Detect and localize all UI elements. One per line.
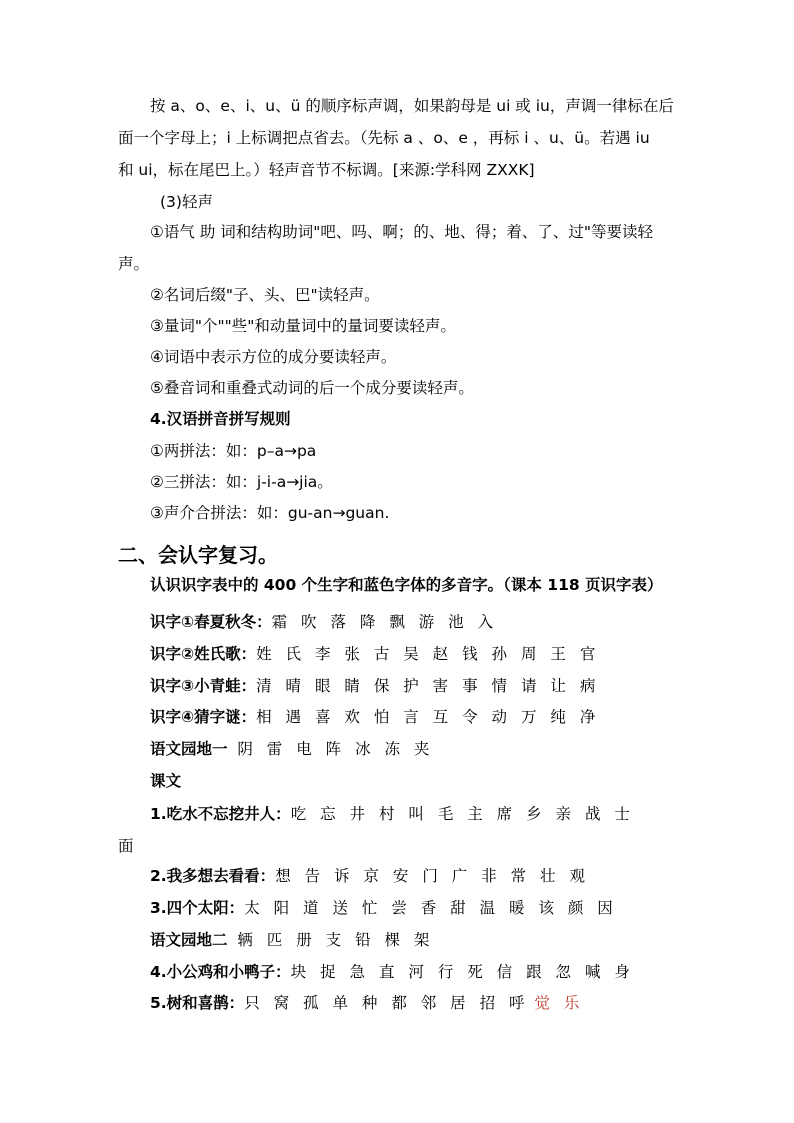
lesson-item (150, 993, 579, 1013)
spelling-rule-1: ①两拼法：如：p–a→pa (150, 442, 317, 460)
literacy-label: 识字③小青蛙： (150, 677, 257, 695)
lesson-item (150, 866, 585, 886)
lesson-item (150, 804, 630, 824)
literacy-chars: 清 晴 眼 睛 保 护 害 事 情 请 让 病 (256, 677, 596, 695)
literacy-label: 识字②姓氏歌： (150, 645, 257, 663)
lesson-item-wrap: 面 (118, 837, 134, 855)
literacy-item (150, 644, 595, 664)
tone-rule-line-1: 按 a、o、e、i、u、ü 的顺序标声调，如果韵母是 ui 或 iu，声调一律标在后 (150, 97, 674, 115)
lesson-item (150, 930, 429, 950)
literacy-label: 识字①春夏秋冬： (150, 613, 272, 631)
lesson-label: 语文园地二 (150, 931, 228, 949)
tone-rule-line-3: 和 ui，标在尾巴上。）轻声音节不标调。[来源:学科网 ZXXK] (118, 161, 535, 179)
lesson-chars-red: 觉 乐 (534, 994, 580, 1012)
section-intro: 认识识字表中的 400 个生字和蓝色字体的多音字。（课本 118 页识字表） (150, 576, 663, 594)
tone-rule-line-2: 面一个字母上；i 上标调把点省去。（先标 a 、o、e ，再标 i 、u、ü。若遇 iu (118, 129, 650, 147)
light-tone-rule-1: ①语气 助 词和结构助词"吧、吗、啊；的、地、得；着、了、过"等要读轻 (150, 223, 654, 241)
light-tone-rule-1-wrap: 声。 (118, 255, 150, 273)
literacy-chars: 阴 雷 电 阵 冰 冻 夹 (237, 740, 430, 758)
light-tone-rule-3: ③量词"个""些"和动量词中的量词要读轻声。 (150, 317, 456, 335)
lesson-chars: 只 窝 孤 单 种 都 邻 居 招 呼 (244, 994, 525, 1012)
lesson-label: 5.树和喜鹊： (150, 994, 245, 1012)
lesson-chars: 太 阳 道 送 忙 尝 香 甜 温 暖 该 颜 因 (244, 899, 613, 917)
literacy-chars: 姓 氏 李 张 古 吴 赵 钱 孙 周 王 官 (256, 645, 596, 663)
literacy-chars: 相 遇 喜 欢 怕 言 互 令 动 万 纯 净 (256, 708, 596, 726)
lesson-chars: 想 告 诉 京 安 门 广 非 常 壮 观 (275, 867, 585, 885)
lesson-label: 3.四个太阳： (150, 899, 245, 917)
lesson-item (150, 962, 630, 982)
light-tone-rule-5: ⑤叠音词和重叠式动词的后一个成分要读轻声。 (150, 379, 474, 397)
light-tone-rule-4: ④词语中表示方位的成分要读轻声。 (150, 348, 397, 366)
spelling-rule-3: ③声介合拼法：如：gu-an→guan. (150, 504, 390, 522)
spelling-title: 4.汉语拼音拼写规则 (150, 410, 291, 428)
lesson-label: 4.小公鸡和小鸭子： (150, 963, 291, 981)
lesson-chars: 辆 匹 册 支 铅 棵 架 (237, 931, 430, 949)
literacy-item (150, 612, 493, 632)
lesson-label: 2.我多想去看看： (150, 867, 276, 885)
lesson-item (150, 898, 613, 918)
light-tone-rule-2: ②名词后缀"子、头、巴"读轻声。 (150, 286, 380, 304)
lesson-chars: 块 捉 急 直 河 行 死 信 跟 忽 喊 身 (290, 963, 630, 981)
literacy-label: 识字④猜字谜： (150, 708, 257, 726)
kewen-heading: 课文 (150, 772, 182, 790)
light-tone-title: (3)轻声 (160, 193, 213, 211)
literacy-label: 语文园地一 (150, 740, 228, 758)
lesson-label: 1.吃水不忘挖井人： (150, 805, 291, 823)
literacy-item (150, 707, 595, 727)
literacy-chars: 霜 吹 落 降 飘 游 池 入 (271, 613, 494, 631)
lesson-chars: 吃 忘 井 村 叫 毛 主 席 乡 亲 战 士 (290, 805, 630, 823)
spelling-rule-2: ②三拼法：如：j-i-a→jia。 (150, 473, 333, 491)
literacy-item (150, 739, 429, 759)
literacy-item (150, 676, 595, 696)
section-heading: 二、会认字复习。 (118, 543, 278, 567)
